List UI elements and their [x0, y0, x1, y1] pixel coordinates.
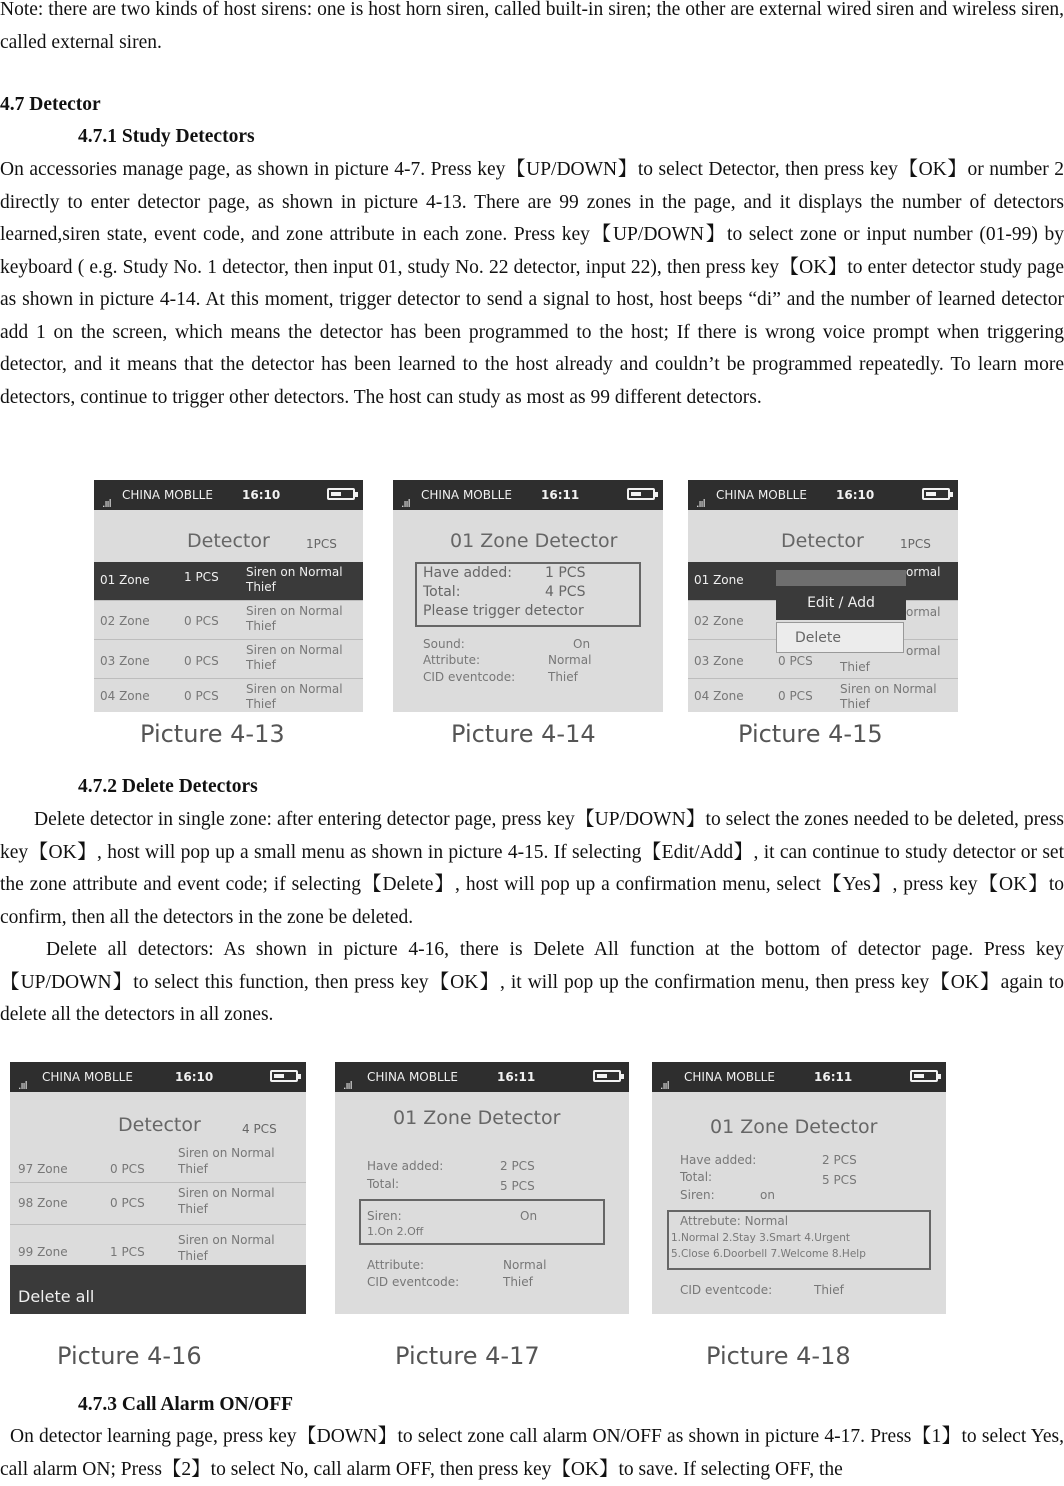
attribute-title: Attrebute: Normal	[680, 1214, 789, 1228]
siren-value: On	[520, 1209, 538, 1223]
battery-icon	[910, 1070, 938, 1082]
zone-event: Thief	[246, 619, 276, 633]
sound-value[interactable]: On	[573, 637, 591, 651]
delete-all-button[interactable]	[10, 1265, 306, 1314]
page-title: Detector	[118, 1114, 201, 1136]
status-bar	[652, 1062, 946, 1092]
zone-pcs: 1 PCS	[110, 1245, 145, 1259]
caption-picture-4-15: Picture 4-15	[738, 720, 883, 748]
zone-name: 01 Zone	[100, 573, 150, 587]
screen-picture-4-14	[393, 480, 663, 712]
battery-icon	[593, 1070, 621, 1082]
zone-event: Thief	[840, 660, 870, 674]
caption-picture-4-18: Picture 4-18	[706, 1342, 851, 1370]
page-title: 01 Zone Detector	[450, 530, 618, 552]
delete-single-paragraph: Delete detector in single zone: after entering detector page, press key【UP/DOWN】to select the zones needed to be deleted, press key【OK】, host will pop up a small menu as shown in picture 4-15. If selecting【Edit/Add】, it can continue to study detector or set the zone attribute and event code; if selecting【Delete】, host will pop up a confirmation menu, select【Yes】, press key【OK】to confirm, then all the detectors in the zone be deleted.	[0, 809, 1064, 928]
zone-row-98[interactable]	[10, 1182, 306, 1223]
attribute-options-row1: 1.Normal 2.Stay 3.Smart 4.Urgent	[671, 1232, 850, 1244]
zone-name: 02 Zone	[694, 614, 744, 628]
note-paragraph: Note: there are two kinds of host sirens: one is host horn siren, called built-in siren; the other are external wired siren and wireless siren, called external siren.	[0, 0, 1064, 53]
zone-siren: Siren on Normal	[246, 682, 343, 696]
zone-name: 01 Zone	[694, 573, 744, 587]
zone-siren: Siren on Normal	[840, 682, 937, 696]
zone-event: Thief	[840, 697, 870, 711]
caption-picture-4-17: Picture 4-17	[395, 1342, 540, 1370]
zone-row-02[interactable]	[94, 600, 363, 639]
subsection-heading-4-7-1: 4.7.1 Study Detectors	[78, 126, 255, 147]
zone-row-99[interactable]	[10, 1224, 306, 1265]
signal-icon: .ııl	[343, 1079, 352, 1092]
siren-label: Siren:	[680, 1188, 715, 1202]
zone-pcs: 0 PCS	[184, 614, 219, 628]
detector-count: 4 PCS	[242, 1122, 277, 1136]
delete-all-paragraph: Delete all detectors: As shown in picture 4-16, there is Delete All function at the bottom of detector page. Press key【UP/DOWN】to select this function, then press key【OK】, it will pop up the confirmation menu, then press key【OK】again to delete all the detectors in all zones.	[0, 939, 1064, 1025]
status-bar	[94, 480, 363, 510]
caption-picture-4-13: Picture 4-13	[140, 720, 285, 748]
zone-event: Thief	[246, 580, 276, 594]
zone-name: 98 Zone	[18, 1196, 68, 1210]
clock: 16:11	[814, 1070, 853, 1084]
caption-picture-4-16: Picture 4-16	[57, 1342, 202, 1370]
zone-siren: Siren on Normal	[178, 1233, 275, 1247]
zone-siren-tail: ormal	[906, 644, 941, 658]
total-value: 5 PCS	[500, 1179, 535, 1193]
cid-label: CID eventcode:	[423, 670, 516, 684]
zone-row-97[interactable]	[10, 1144, 306, 1184]
siren-options: 1.On 2.Off	[367, 1225, 424, 1238]
status-bar	[335, 1062, 629, 1092]
page-title: 01 Zone Detector	[393, 1107, 561, 1129]
caption-picture-4-14: Picture 4-14	[451, 720, 596, 748]
zone-event: Thief	[246, 697, 276, 711]
zone-row-03[interactable]	[94, 639, 363, 678]
zone-name: 03 Zone	[694, 654, 744, 668]
zone-popup-menu	[776, 570, 906, 656]
have-added-value: 2 PCS	[500, 1159, 535, 1173]
page-title: Detector	[187, 530, 270, 552]
zone-siren: Siren on Normal	[246, 604, 343, 618]
zone-pcs: 0 PCS	[110, 1196, 145, 1210]
attribute-value[interactable]: Normal	[548, 653, 592, 667]
battery-icon	[270, 1070, 298, 1082]
zone-pcs: 0 PCS	[184, 689, 219, 703]
have-added-label: Have added:	[423, 565, 513, 581]
zone-name: 02 Zone	[100, 614, 150, 628]
detector-count: 1PCS	[900, 537, 931, 551]
page-title: 01 Zone Detector	[710, 1116, 878, 1138]
page-title: Detector	[781, 530, 864, 552]
attribute-options-row2: 5.Close 6.Doorbell 7.Welcome 8.Help	[671, 1248, 866, 1260]
subsection-heading-4-7-2: 4.7.2 Delete Detectors	[78, 776, 258, 797]
zone-row-04[interactable]	[688, 678, 958, 712]
zone-siren: Siren on Normal	[246, 643, 343, 657]
clock: 16:10	[242, 488, 281, 502]
delete-all-label: Delete all	[18, 1287, 95, 1306]
clock: 16:11	[497, 1070, 536, 1084]
zone-event: Thief	[246, 658, 276, 672]
zone-siren: Siren on Normal	[178, 1186, 275, 1200]
zone-event: Thief	[178, 1202, 208, 1216]
status-bar	[10, 1062, 306, 1092]
detector-count: 1PCS	[306, 537, 337, 551]
menu-header	[776, 570, 906, 586]
screen-picture-4-13	[94, 480, 363, 712]
carrier-name: CHINA MOBLLE	[716, 488, 807, 502]
zone-pcs: 1 PCS	[184, 570, 219, 584]
attribute-value[interactable]: Normal	[503, 1258, 547, 1272]
zone-event: Thief	[178, 1249, 208, 1263]
carrier-name: CHINA MOBLLE	[42, 1070, 133, 1084]
total-value: 5 PCS	[822, 1173, 857, 1187]
section-heading-4-7: 4.7 Detector	[0, 94, 101, 115]
screen-picture-4-15	[688, 480, 958, 712]
menu-item-edit-add[interactable]: Edit / Add	[776, 586, 906, 620]
study-paragraph: On accessories manage page, as shown in picture 4-7. Press key【UP/DOWN】to select Detector, then press key【OK】or number 2 directly to enter detector page, as shown in picture 4-13. There are 99 zones in the page, and it displays the number of detectors learned,siren state, event code, and zone attribute in each zone. Press key【UP/DOWN】to select zone or input number (01-99) by keyboard ( e.g. Study No. 1 detector, then input 01, study No. 22 detector, input 22), then press key【OK】to enter detector study page as shown in picture 4-14. At this moment, trigger detector to send a signal to host, host beeps “di” and the number of learned detector add 1 on the screen, which means the detector has been programmed to the host; If there is wrong voice prompt when triggering detector, and it means that the detector has been learned to the host already and couldn’t be programmed repeatedly. To learn more detectors, continue to trigger other detectors. The host can study as most as 99 different detectors.	[0, 159, 1064, 408]
status-bar	[393, 480, 663, 510]
menu-item-delete[interactable]: Delete	[776, 622, 904, 653]
call-alarm-paragraph: On detector learning page, press key【DOWN】to select zone call alarm ON/OFF as shown in picture 4-17. Press【1】to select Yes, call alarm ON; Press【2】to select No, call alarm OFF, then press key【OK】to save. If selecting OFF, the	[0, 1426, 1064, 1480]
attribute-label: Attribute:	[423, 653, 481, 667]
clock: 16:10	[836, 488, 875, 502]
siren-label: Siren:	[367, 1209, 402, 1223]
total-label: Total:	[680, 1170, 713, 1184]
siren-value[interactable]: on	[760, 1188, 775, 1202]
carrier-name: CHINA MOBLLE	[421, 488, 512, 502]
battery-icon	[327, 488, 355, 500]
zone-siren-tail: ormal	[906, 605, 941, 619]
signal-icon: .ııl	[18, 1079, 27, 1092]
sound-label: Sound:	[423, 637, 465, 651]
battery-icon	[922, 488, 950, 500]
signal-icon: .ııl	[401, 497, 410, 510]
clock: 16:10	[175, 1070, 214, 1084]
have-added-label: Have added:	[367, 1159, 444, 1173]
zone-event: Thief	[178, 1162, 208, 1176]
screen-picture-4-17	[335, 1062, 629, 1314]
zone-siren: Siren on Normal	[246, 565, 343, 579]
cid-value[interactable]: Thief	[503, 1275, 533, 1289]
clock: 16:11	[541, 488, 580, 502]
have-added-value: 2 PCS	[822, 1153, 857, 1167]
zone-name: 04 Zone	[694, 689, 744, 703]
zone-siren-tail: ormal	[906, 565, 941, 579]
screen-picture-4-16	[10, 1062, 306, 1314]
total-value: 4 PCS	[545, 584, 586, 600]
carrier-name: CHINA MOBLLE	[367, 1070, 458, 1084]
zone-siren: Siren on Normal	[178, 1146, 275, 1160]
zone-name: 99 Zone	[18, 1245, 68, 1259]
cid-value[interactable]: Thief	[814, 1283, 844, 1297]
battery-icon	[627, 488, 655, 500]
status-bar	[688, 480, 958, 510]
zone-pcs: 0 PCS	[184, 654, 219, 668]
cid-value[interactable]: Thief	[548, 670, 578, 684]
cid-label: CID eventcode:	[367, 1275, 460, 1289]
cid-label: CID eventcode:	[680, 1283, 773, 1297]
zone-name: 03 Zone	[100, 654, 150, 668]
screen-picture-4-18	[652, 1062, 946, 1314]
zone-row-01[interactable]	[94, 562, 363, 600]
carrier-name: CHINA MOBLLE	[122, 488, 213, 502]
zone-pcs: 0 PCS	[778, 654, 813, 668]
attribute-label: Attribute:	[367, 1258, 425, 1272]
trigger-prompt: Please trigger detector	[423, 603, 584, 619]
total-label: Total:	[423, 584, 461, 600]
signal-icon: .ııl	[102, 497, 111, 510]
total-label: Total:	[367, 1177, 400, 1191]
have-added-label: Have added:	[680, 1153, 757, 1167]
carrier-name: CHINA MOBLLE	[684, 1070, 775, 1084]
zone-name: 97 Zone	[18, 1162, 68, 1176]
zone-name: 04 Zone	[100, 689, 150, 703]
subsection-heading-4-7-3: 4.7.3 Call Alarm ON/OFF	[78, 1394, 294, 1415]
signal-icon: .ııl	[696, 497, 705, 510]
signal-icon: .ııl	[660, 1079, 669, 1092]
zone-pcs: 0 PCS	[778, 689, 813, 703]
have-added-value: 1 PCS	[545, 565, 586, 581]
zone-pcs: 0 PCS	[110, 1162, 145, 1176]
zone-row-04[interactable]	[94, 678, 363, 712]
